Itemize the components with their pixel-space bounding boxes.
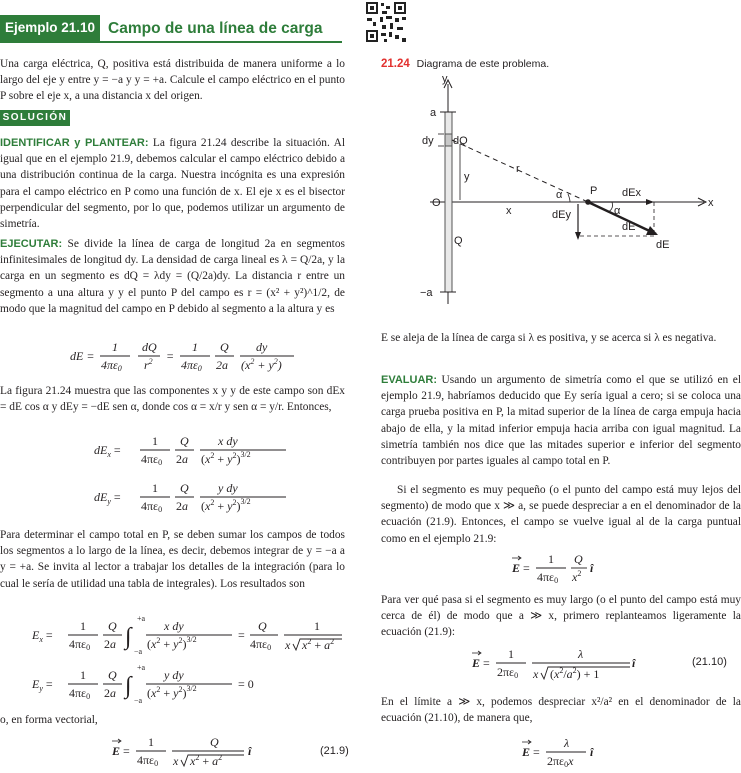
svg-text:x: x xyxy=(533,667,539,681)
svg-text:−a: −a xyxy=(134,647,143,656)
figure-caption-text: Diagrama de este problema. xyxy=(416,58,550,70)
components-paragraph: La figura 21.24 muestra que las componentes x y y de este campo son dEx = dE cos α y dEy = −dE sen α, donde cos α = x/r y sen α = y/r. Entonces, xyxy=(0,385,345,414)
svg-text:dEy =: $dE_y$ = xyxy=(94,490,121,506)
svg-text:E: E xyxy=(522,745,531,759)
evaluar-paragraph xyxy=(381,372,741,469)
svg-text:=: = xyxy=(483,656,490,670)
svg-text:x: x xyxy=(285,638,291,652)
svg-text:4πε0: 4πε0 xyxy=(137,753,159,768)
identificar-paragraph xyxy=(0,135,345,232)
svg-text:î: î xyxy=(248,744,252,758)
limite-paragraph: En el límite a ≫ x, podemos despreciar x²/a² en el denominador de la ecuación (21.10), de manera que, xyxy=(381,696,741,725)
svg-text:Ex =: $E_x$ = xyxy=(32,628,53,644)
after-figure-paragraph: E se aleja de la línea de carga si λ es positiva, y se acerca si λ es negativa. xyxy=(381,332,717,344)
svg-text:î: î xyxy=(590,745,594,759)
svg-text:Q: Q xyxy=(180,434,189,448)
equation-21-9 xyxy=(110,730,290,772)
svg-text:4πε0: 4πε0 xyxy=(141,499,163,514)
svg-text:E: E xyxy=(472,656,481,670)
svg-text:4πε0: 4πε0 xyxy=(181,358,202,373)
charge-segment xyxy=(445,134,452,146)
label-dEx: dEx xyxy=(622,187,641,199)
equation-number-21-10: (21.10) xyxy=(692,656,727,668)
example-label: Ejemplo 21.10 xyxy=(0,15,100,41)
identificar-text: La figura 21.24 describe la situación. Al igual que en el ejemplo 21.9, debemos calcular el campo eléctrico debido a una distribución continua de la carga. Nuestra incógnita es una expresión para el campo eléctrico en P como una función de x. El eje x es el bisector perpendicular del segmento, por lo que, podemos utilizar un argumento de simetría. xyxy=(0,137,345,231)
equation-dEy xyxy=(90,477,290,517)
svg-text:=: = xyxy=(238,628,245,642)
svg-text:1: 1 xyxy=(152,481,158,495)
label-a-bottom: −a xyxy=(420,287,433,299)
svg-text:2a: 2a xyxy=(176,499,188,513)
equation-number-21-9: (21.9) xyxy=(320,745,349,757)
svg-text:E: E xyxy=(512,561,521,575)
equation-point-charge xyxy=(510,548,620,588)
svg-text:x: x xyxy=(173,754,179,768)
label-dy: dy xyxy=(422,135,434,147)
equation-Ey xyxy=(30,661,270,707)
ejecutar-head: EJECUTAR: xyxy=(0,238,63,250)
svg-text:4πε0: 4πε0 xyxy=(537,570,559,585)
svg-text:Q: Q xyxy=(574,552,583,566)
label-a-top: a xyxy=(430,107,437,119)
svg-text:y dy: y dy xyxy=(218,481,238,495)
identificar-head: IDENTIFICAR y PLANTEAR: xyxy=(0,137,149,149)
figure-caption xyxy=(381,56,741,72)
svg-text:1: 1 xyxy=(112,340,118,354)
point-P xyxy=(585,199,591,205)
label-dEy: dEy xyxy=(552,209,571,221)
svg-text:Q: Q xyxy=(210,735,219,749)
svg-text:x dy: x dy xyxy=(164,619,184,633)
label-alpha2: α xyxy=(614,205,621,217)
svg-text:x2 + a2: $x^2 + a^2$ xyxy=(302,637,335,652)
vectorial-paragraph: o, en forma vectorial, xyxy=(0,714,98,726)
svg-text:2πε0x: 2πε0x xyxy=(547,754,574,769)
label-dE: dE xyxy=(656,239,670,251)
svg-text:λ: λ xyxy=(564,736,570,750)
svg-text:(x2 + y2)3/2: $(x^2 + y^2)^{3/2}$ xyxy=(147,684,197,700)
intro-paragraph: Una carga eléctrica, Q, positiva está distribuida de manera uniforme a lo largo del eje y entre y = −a y y = +a. Calcule el campo eléctrico en el punto P sobre el eje x, a una distancia x del origen. xyxy=(0,58,345,103)
svg-text:2πε0: 2πε0 xyxy=(497,665,519,680)
svg-text:λ: λ xyxy=(578,647,584,661)
equation-Ex xyxy=(30,612,345,658)
example-title: Campo de una línea de carga xyxy=(108,20,323,37)
svg-text:+a: +a xyxy=(137,663,146,672)
svg-text:(x2/a2) + 1: $(x^2/a^2) + 1$ xyxy=(550,666,600,681)
svg-text:4πε0: 4πε0 xyxy=(101,358,122,373)
svg-text:−a: −a xyxy=(134,696,143,705)
label-x-mid: x xyxy=(506,205,512,217)
label-dQ: dQ xyxy=(453,135,468,147)
svg-text:Ey =: $E_y$ = xyxy=(32,677,53,693)
svg-text:1: 1 xyxy=(148,735,154,749)
label-r: r xyxy=(516,163,520,175)
svg-text:(x2 + y2)3/2: $(x^2 + y^2)^{3/2}$ xyxy=(201,450,251,466)
label-origin: O xyxy=(432,197,441,209)
largo-paragraph: Para ver qué pasa si el segmento es muy largo (o el punto del campo está muy cerca de él) de modo que a ≫ x, primero replanteamos ligeramente la ecuación (21.9): xyxy=(381,594,741,639)
svg-text:2a: 2a xyxy=(104,686,116,700)
label-y-axis: y xyxy=(442,73,448,85)
svg-text:x dy: x dy xyxy=(218,434,238,448)
svg-text:dy: dy xyxy=(256,340,268,354)
label-Q: Q xyxy=(454,235,463,247)
example-header xyxy=(0,15,342,43)
svg-text:Q: Q xyxy=(108,619,117,633)
evaluar-head: EVALUAR: xyxy=(381,374,438,386)
solucion-label: SOLUCIÓN xyxy=(0,110,70,126)
svg-text:Q: Q xyxy=(108,668,117,682)
svg-text:1: 1 xyxy=(80,668,86,682)
label-alpha: α xyxy=(556,189,563,201)
svg-text:E: E xyxy=(112,744,121,758)
svg-text:(x2 + y2)3/2: $(x^2 + y^2)^{3/2}$ xyxy=(147,635,197,651)
svg-text:1: 1 xyxy=(80,619,86,633)
svg-text:4πε0: 4πε0 xyxy=(69,637,91,652)
svg-text:î: î xyxy=(590,561,594,575)
svg-text:Q: Q xyxy=(180,481,189,495)
svg-text:Q: Q xyxy=(220,340,229,354)
figure-21-24 xyxy=(400,72,720,312)
svg-text:=: = xyxy=(166,349,175,363)
label-dE-arrow: dE xyxy=(622,221,636,233)
svg-text:=: = xyxy=(123,744,130,758)
evaluar-text: Usando un argumento de simetría como el que se utilizó en el ejemplo 21.9, habríamos deducido que Ey sería igual a cero; si se coloca una carga prueba positiva en P, la mitad superior de la línea de carga empuja hacia abajo de ella, y la mitad inferior empuja hacia arriba con igual magnitud. La simetría también nos dice que las mitades superior e inferior del segmento contribuyen por partes iguales al campo total en P. xyxy=(381,374,741,468)
svg-text:x2 + a2: $x^2 + a^2$ xyxy=(190,753,223,768)
figure-number: 21.24 xyxy=(381,58,410,70)
equation-21-10 xyxy=(470,642,640,684)
svg-text:dEx =: $dE_x$ = xyxy=(94,443,121,459)
label-y-mid: y xyxy=(464,171,470,183)
svg-text:∫: ∫ xyxy=(125,624,132,650)
label-P: P xyxy=(590,185,598,197)
svg-text:x2: $x^2$ xyxy=(572,569,582,584)
svg-text:î: î xyxy=(632,656,636,670)
svg-text:1: 1 xyxy=(548,552,554,566)
pequeno-paragraph: Si el segmento es muy pequeño (o el punto del campo está muy lejos del segmento) de modo que x ≫ a, se puede despreciar a en el denominador de la ecuación (21.9). Entonces, el campo se vuelve igual al de la carga puntual como en el ejemplo 21.9: xyxy=(381,484,741,545)
svg-text:∫: ∫ xyxy=(125,673,132,699)
svg-text:= 0: = 0 xyxy=(238,677,254,691)
total-paragraph: Para determinar el campo total en P, se deben sumar los campos de todos los segmentos a lo largo de la línea, es decir, debemos integrar de y = −a a y = +a. Se invita al lector a trabajar los detalles de la integración (para lo cual le sería de utilidad una tabla de integrales). Los resultados son xyxy=(0,529,345,590)
ejecutar-paragraph xyxy=(0,236,345,317)
svg-text:4πε0: 4πε0 xyxy=(69,686,91,701)
ejecutar-text: Se divide la línea de carga de longitud 2a en segmentos infinitesimales de longitud dy. La densidad de carga lineal es λ = Q/2a, y la carga en un segmento es dQ = λdy = (Q/2a)dy. La distancia r entre un segmento a una altura y y el punto P del campo es r = (x² + y²)^1/2, de modo que la magnitud del campo en P debido al segmento a la altura y es xyxy=(0,238,345,315)
svg-text:(x2 + y2): $(x^2 + y^2)$ xyxy=(241,357,282,372)
label-x-axis: x xyxy=(708,197,714,209)
svg-text:=: = xyxy=(523,561,530,575)
svg-text:=: = xyxy=(533,745,540,759)
qr-code xyxy=(364,0,408,44)
svg-text:(x2 + y2)3/2: $(x^2 + y^2)^{3/2}$ xyxy=(201,497,251,513)
svg-text:Q: Q xyxy=(258,619,267,633)
svg-text:r2: $r^2$ xyxy=(144,357,153,372)
equation-dEx xyxy=(90,430,290,470)
svg-text:2a: 2a xyxy=(216,358,228,372)
svg-text:1: 1 xyxy=(314,619,320,633)
svg-text:4πε0: 4πε0 xyxy=(250,637,272,652)
svg-text:1: 1 xyxy=(508,647,514,661)
svg-text:1: 1 xyxy=(192,340,198,354)
svg-text:1: 1 xyxy=(152,434,158,448)
svg-text:2a: 2a xyxy=(104,637,116,651)
equation-dE xyxy=(60,336,300,376)
svg-text:dQ: dQ xyxy=(142,340,157,354)
equation-line-charge xyxy=(520,732,610,772)
svg-text:y dy: y dy xyxy=(164,668,184,682)
svg-text:2a: 2a xyxy=(176,452,188,466)
svg-text:4πε0: 4πε0 xyxy=(141,452,163,467)
r-line xyxy=(452,140,588,202)
svg-text:dE =: dE = xyxy=(70,349,95,363)
svg-text:+a: +a xyxy=(137,614,146,623)
